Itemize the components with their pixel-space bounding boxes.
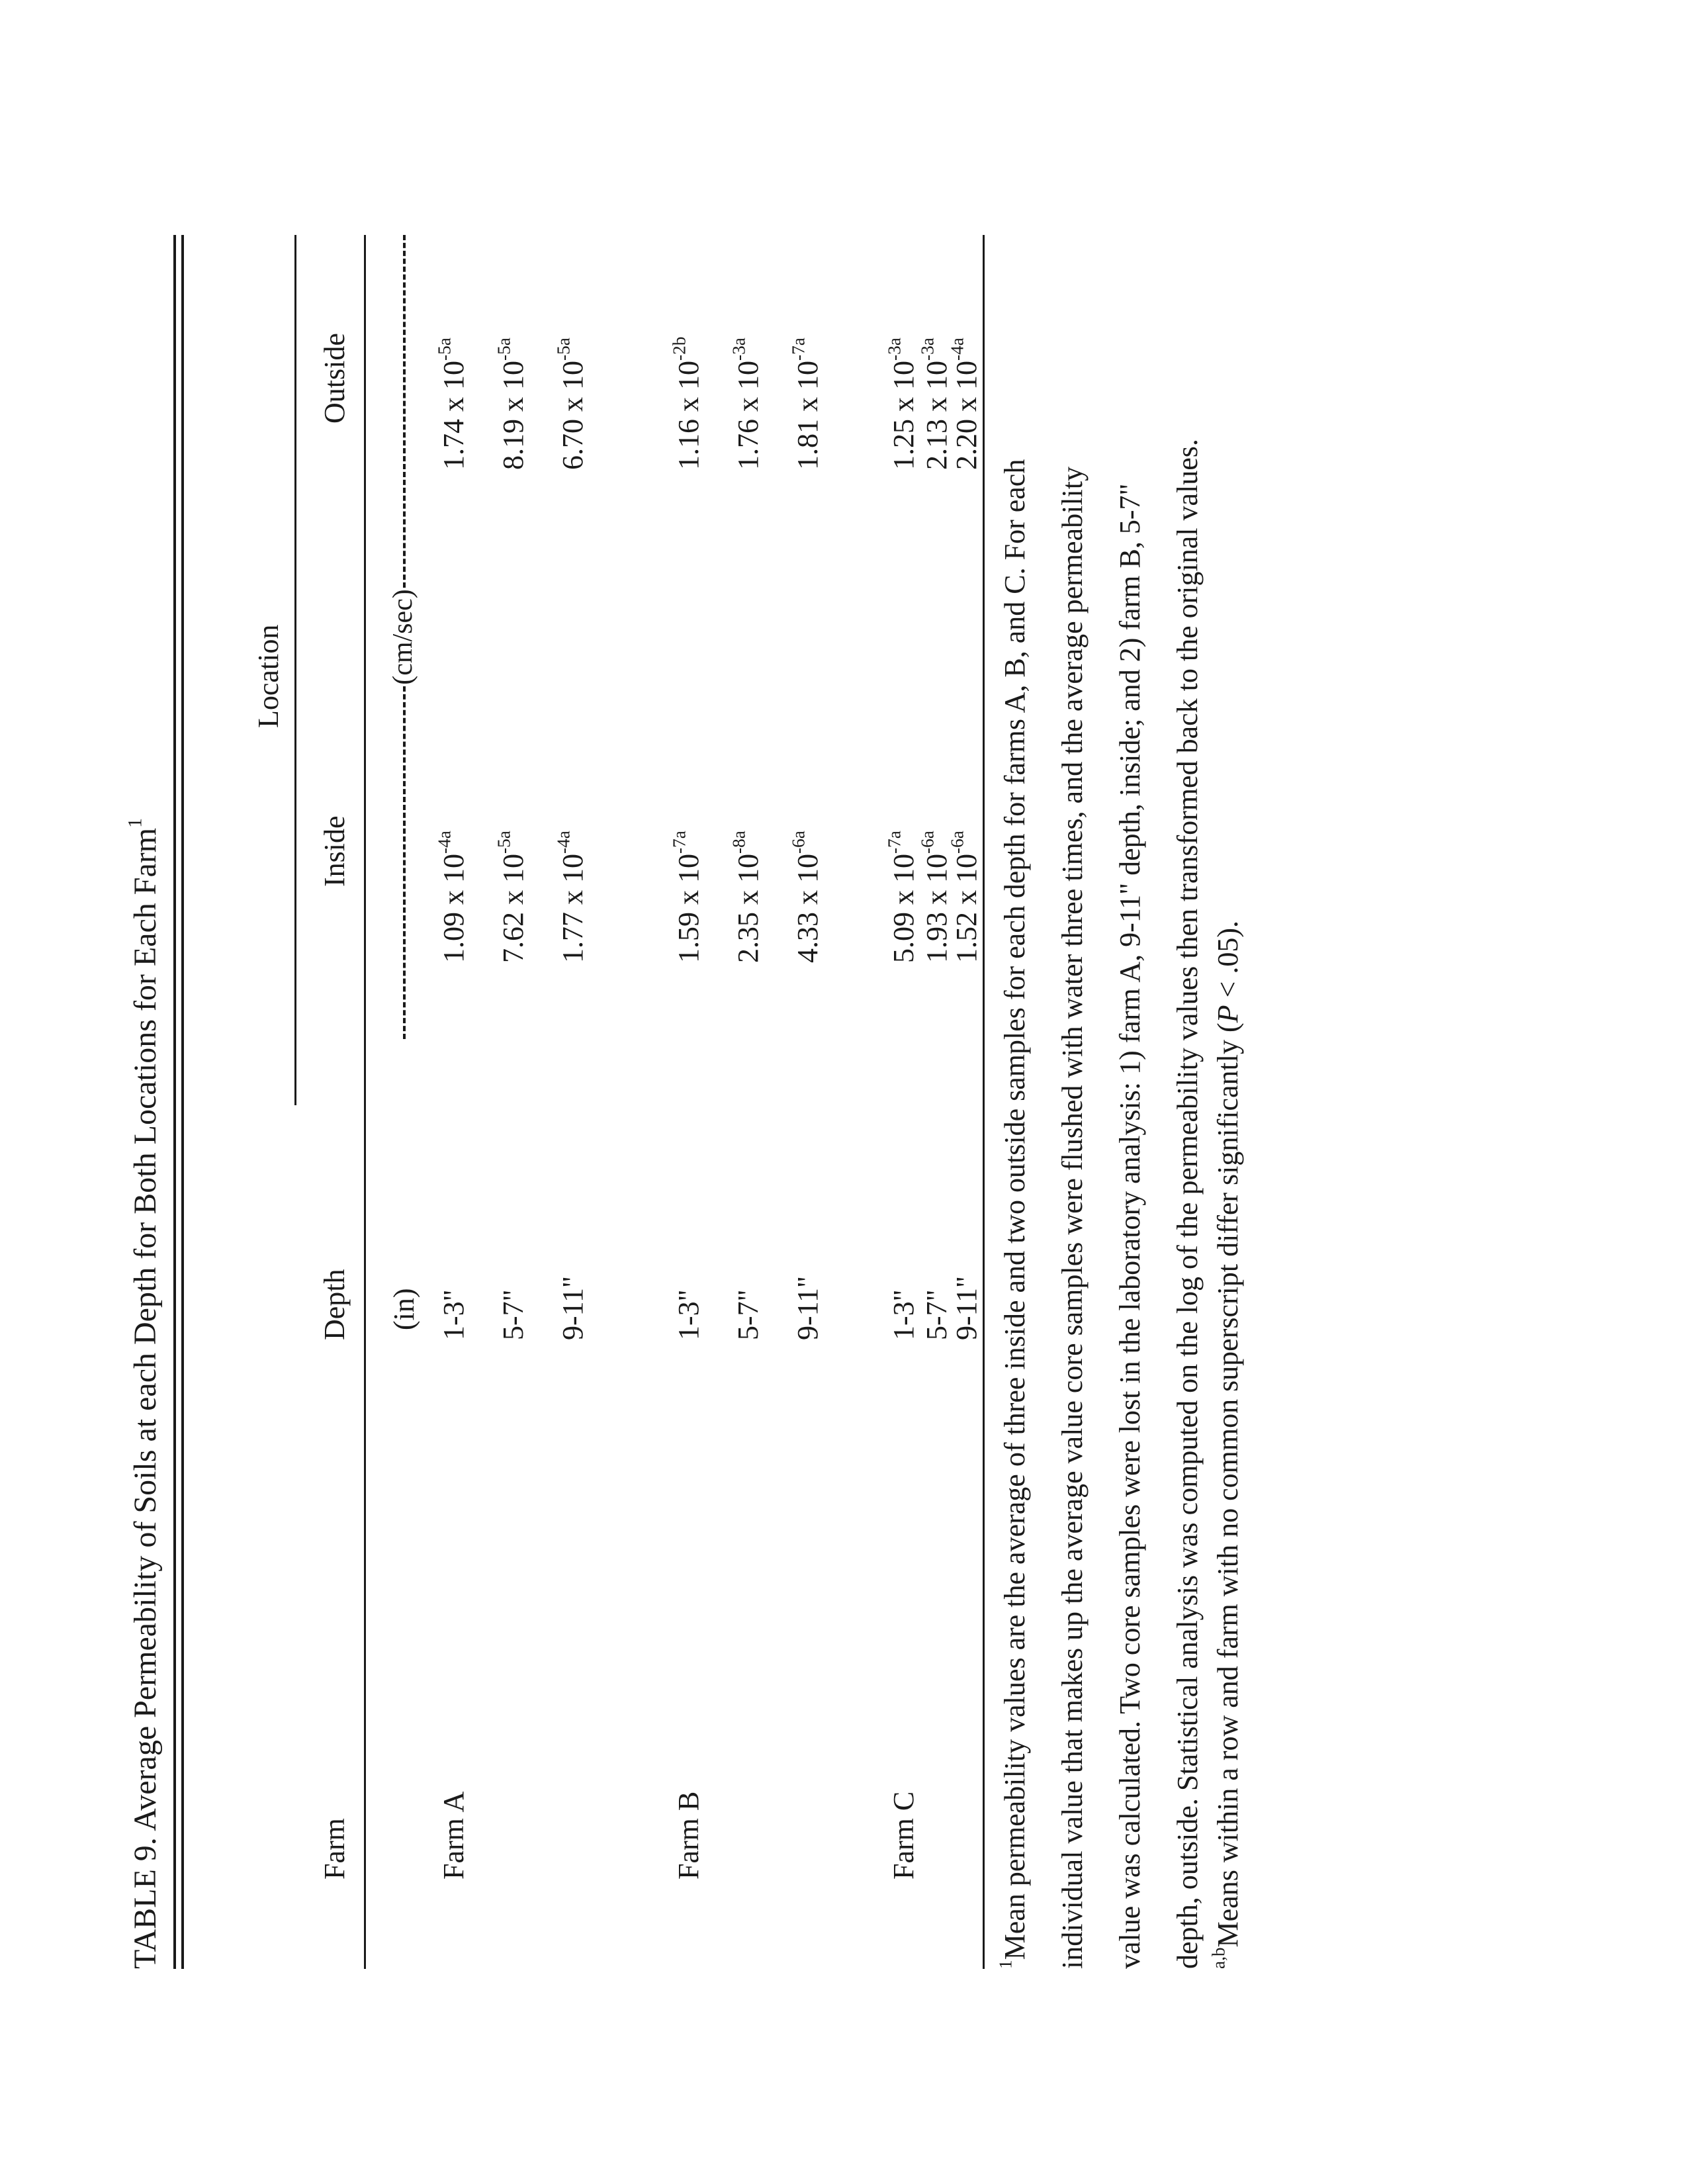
depth-value: 5-7": [732, 1289, 764, 1340]
depth-value: 1-3": [887, 1289, 920, 1340]
footnote-1-line-2: individual value that makes up the average value core samples were flushed with water three times, and the average permeability: [1056, 467, 1089, 1969]
location-span-rule: [294, 235, 296, 1105]
footnote-2-marker: a,b: [1208, 1947, 1229, 1969]
inside-exponent: -4a: [553, 831, 574, 854]
inside-exponent: -6a: [947, 831, 967, 854]
depth-value: 9-11": [791, 1276, 824, 1340]
outside-mantissa: 1.76 x 10: [732, 361, 764, 470]
inside-mantissa: 7.62 x 10: [497, 854, 529, 963]
inside-mantissa: 2.35 x 10: [732, 854, 764, 963]
depth-units: (in): [388, 1288, 420, 1330]
outside-mantissa: 6.70 x 10: [557, 361, 589, 470]
inside-mantissa: 1.93 x 10: [920, 854, 953, 963]
outside-exponent: -7a: [788, 338, 809, 361]
inside-exponent: -6a: [917, 831, 938, 854]
inside-exponent: -6a: [788, 831, 809, 854]
inside-exponent: -5a: [494, 831, 514, 854]
inside-permeability-value: [788, 831, 825, 963]
farm-label: Farm A: [437, 1791, 470, 1880]
units-dash-left: [403, 686, 406, 1039]
farm-label: Farm C: [887, 1791, 920, 1880]
inside-permeability-value: [669, 831, 706, 963]
outside-exponent: -5a: [553, 338, 574, 361]
outside-permeability-value: [788, 338, 825, 470]
outside-permeability-value: [947, 338, 984, 470]
outside-exponent: -3a: [917, 338, 938, 361]
outside-exponent: -2b: [669, 336, 690, 361]
footnote-2: [1208, 920, 1245, 1969]
inside-mantissa: 1.52 x 10: [950, 854, 983, 963]
inside-mantissa: 4.33 x 10: [791, 854, 824, 963]
permeability-units: [387, 235, 419, 1039]
footnote-2-text: Means within a row and farm with no common superscript differ significantly (: [1212, 1023, 1244, 1948]
depth-value: 5-7": [920, 1289, 953, 1340]
inside-mantissa: 1.59 x 10: [672, 854, 705, 963]
depth-value: 9-11": [557, 1276, 589, 1340]
outside-permeability-value: [496, 338, 531, 470]
inside-exponent: -8a: [729, 831, 749, 854]
header-rule: [364, 235, 366, 1969]
footnote-1-marker: 1: [995, 1960, 1016, 1969]
permeability-units-text: (cm/sec): [388, 589, 418, 685]
footnote-1-line-4: depth, outside. Statistical analysis was computed on the log of the permeability values then transformed back to the original values.: [1171, 439, 1204, 1969]
outside-permeability-value: [669, 336, 706, 470]
header-farm: Farm: [318, 1818, 351, 1880]
inside-exponent: -7a: [884, 831, 905, 854]
units-dash-right: [403, 235, 406, 588]
table-caption: [126, 818, 165, 1969]
outside-mantissa: 2.13 x 10: [920, 361, 953, 470]
depth-value: 1-3": [672, 1289, 705, 1340]
outside-exponent: -4a: [947, 338, 967, 361]
bottom-rule: [983, 235, 985, 1969]
inside-mantissa: 1.77 x 10: [557, 854, 589, 963]
inside-mantissa: 5.09 x 10: [887, 854, 920, 963]
inside-permeability-value: [434, 831, 471, 963]
outside-mantissa: 2.20 x 10: [950, 361, 983, 470]
depth-value: 1-3": [437, 1289, 470, 1340]
top-rule-2: [181, 235, 184, 1969]
inside-exponent: -7a: [669, 831, 690, 854]
inside-permeability-value: [947, 831, 984, 963]
outside-permeability-value: [553, 338, 590, 470]
footnote-2-p: P: [1212, 1005, 1244, 1023]
outside-mantissa: 1.16 x 10: [672, 361, 705, 470]
outside-permeability-value: [434, 338, 471, 470]
depth-value: 9-11": [950, 1276, 983, 1340]
inside-mantissa: 1.09 x 10: [437, 854, 470, 963]
outside-exponent: -3a: [884, 338, 905, 361]
depth-value: 5-7": [497, 1289, 529, 1340]
caption-text: TABLE 9. Average Permeability of Soils at each Depth for Both Locations for Each Farm: [128, 827, 163, 1969]
outside-mantissa: 1.81 x 10: [791, 361, 824, 470]
footnote-1-line-1: [995, 459, 1032, 1969]
caption-footnote-marker: 1: [124, 817, 146, 828]
farm-label: Farm B: [672, 1791, 705, 1880]
top-rule-1: [173, 235, 176, 1969]
outside-permeability-value: [884, 338, 921, 470]
rotated-table-page: [126, 0, 1330, 1985]
inside-permeability-value: [496, 831, 531, 963]
outside-mantissa: 1.74 x 10: [437, 361, 470, 470]
footnote-1-text-1: Mean permeability values are the average of three inside and two outside samples for each depth for farms A, B, and C. For each: [999, 459, 1031, 1960]
inside-permeability-value: [884, 831, 921, 963]
outside-mantissa: 1.25 x 10: [887, 361, 920, 470]
header-location: Location: [252, 624, 285, 728]
inside-permeability-value: [731, 831, 766, 963]
header-outside: Outside: [318, 333, 351, 424]
header-depth: Depth: [318, 1269, 351, 1340]
footnote-1-line-3: value was calculated. Two core samples were lost in the laboratory analysis: 1) farm A, 9-11" depth, inside; and 2) farm B, 5-7": [1114, 483, 1146, 1969]
outside-exponent: -5a: [434, 338, 455, 361]
header-inside: Inside: [318, 815, 351, 887]
inside-exponent: -4a: [434, 831, 455, 854]
outside-exponent: -5a: [494, 338, 514, 361]
outside-permeability-value: [731, 338, 766, 470]
outside-exponent: -3a: [729, 338, 749, 361]
outside-mantissa: 8.19 x 10: [497, 361, 529, 470]
inside-permeability-value: [553, 831, 590, 963]
footnote-2-text-end: < .05).: [1212, 920, 1244, 1005]
